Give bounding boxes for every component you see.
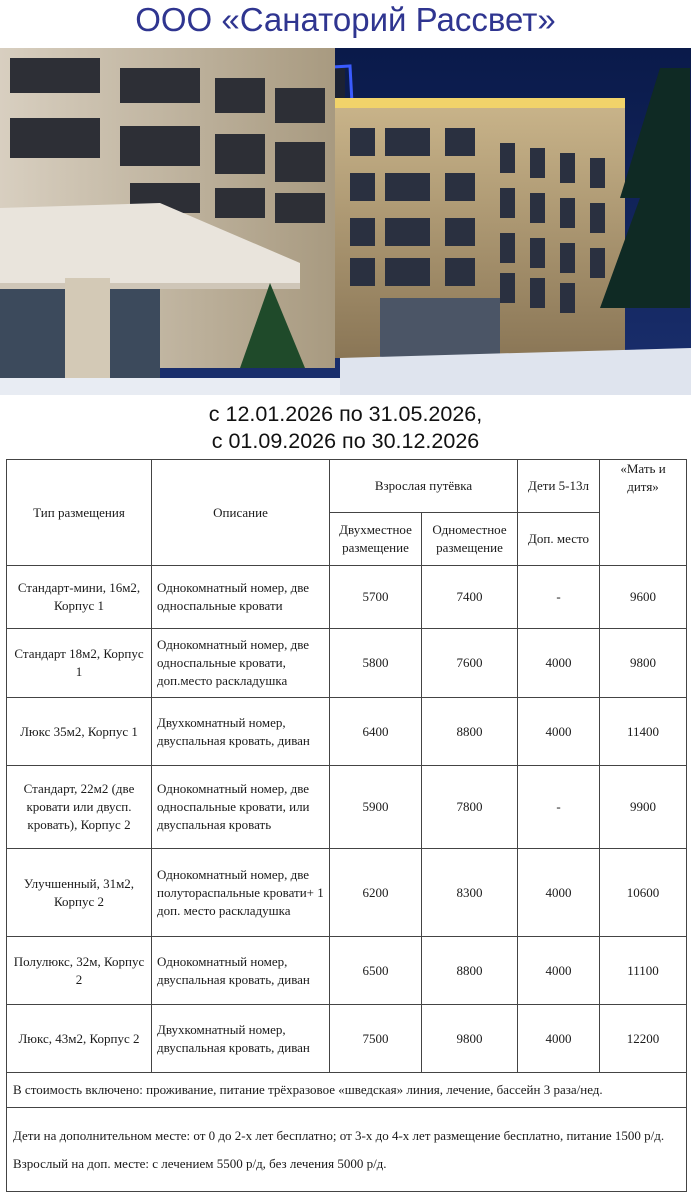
price-extra: 4000 (518, 629, 600, 698)
price-extra: - (518, 566, 600, 629)
header-mother: «Мать и дитя» (600, 460, 687, 566)
room-description: Однокомнатный номер, две полутораспальные кровати+ 1 доп. место раскладушка (152, 849, 330, 937)
price-single: 8300 (422, 849, 518, 937)
price-double: 7500 (330, 1005, 422, 1073)
date-range-2: с 01.09.2026 по 30.12.2026 (211, 429, 480, 453)
table-row (7, 766, 687, 849)
date-ranges (0, 401, 691, 455)
room-type: Стандарт, 22м2 (две кровати или двусп. кровать), Корпус 2 (7, 766, 152, 849)
included-note: В стоимость включено: проживание, питание трёхразовое «шведская» линия, лечение, бассейн 3 раза/нед. (7, 1073, 687, 1108)
table-row (7, 937, 687, 1005)
table-row (7, 698, 687, 766)
room-type: Стандарт 18м2, Корпус 1 (7, 629, 152, 698)
room-type: Стандарт-мини, 16м2, Корпус 1 (7, 566, 152, 629)
header-row (7, 460, 687, 513)
room-type: Улучшенный, 31м2, Корпус 2 (7, 849, 152, 937)
price-single: 7800 (422, 766, 518, 849)
price-double: 5900 (330, 766, 422, 849)
price-double: 5800 (330, 629, 422, 698)
price-single: 7600 (422, 629, 518, 698)
price-double: 5700 (330, 566, 422, 629)
room-description: Однокомнатный номер, двуспальная кровать, диван (152, 937, 330, 1005)
price-mother: 9600 (600, 566, 687, 629)
price-mother: 11400 (600, 698, 687, 766)
included-row (7, 1073, 687, 1108)
notes-row (7, 1108, 687, 1192)
price-mother: 10600 (600, 849, 687, 937)
price-double: 6400 (330, 698, 422, 766)
price-single: 8800 (422, 937, 518, 1005)
header-single: Одноместное размещение (422, 513, 518, 566)
header-double: Двухместное размещение (330, 513, 422, 566)
price-extra: 4000 (518, 849, 600, 937)
table-row (7, 566, 687, 629)
date-range-1: с 12.01.2026 по 31.05.2026, (208, 402, 483, 426)
header-type: Тип размещения (7, 460, 152, 566)
room-description: Однокомнатный номер, две односпальные кровати, или двуспальная кровать (152, 766, 330, 849)
table-row (7, 849, 687, 937)
price-single: 8800 (422, 698, 518, 766)
price-mother: 9900 (600, 766, 687, 849)
header-description: Описание (152, 460, 330, 566)
price-table (6, 459, 687, 1192)
price-mother: 9800 (600, 629, 687, 698)
price-single: 9800 (422, 1005, 518, 1073)
table-row (7, 1005, 687, 1073)
price-extra: - (518, 766, 600, 849)
price-mother: 12200 (600, 1005, 687, 1073)
price-extra: 4000 (518, 937, 600, 1005)
price-mother: 11100 (600, 937, 687, 1005)
price-extra: 4000 (518, 1005, 600, 1073)
header-adult: Взрослая путёвка (330, 460, 518, 513)
sanatorium-photo (0, 48, 691, 395)
price-single: 7400 (422, 566, 518, 629)
page-title: ООО «Санаторий Рассвет» (135, 1, 556, 38)
room-description: Двухкомнатный номер, двуспальная кровать, диван (152, 1005, 330, 1073)
children-note: Дети на дополнительном месте: от 0 до 2-х лет бесплатно; от 3-х до 4-х лет размещение бесплатно, питание 1500 р/д. (13, 1127, 665, 1143)
price-double: 6500 (330, 937, 422, 1005)
table-row (7, 629, 687, 698)
room-type: Люкс 35м2, Корпус 1 (7, 698, 152, 766)
room-description: Однокомнатный номер, две односпальные кровати, доп.место раскладушка (152, 629, 330, 698)
header-kids: Дети 5-13л (518, 460, 600, 513)
room-type: Люкс, 43м2, Корпус 2 (7, 1005, 152, 1073)
extra-place-notes (7, 1108, 687, 1192)
adult-note: Взрослый на доп. месте: с лечением 5500 р/д, без лечения 5000 р/д. (13, 1155, 387, 1171)
header-extra: Доп. место (518, 513, 600, 566)
price-double: 6200 (330, 849, 422, 937)
price-extra: 4000 (518, 698, 600, 766)
room-description: Однокомнатный номер, две односпальные кровати (152, 566, 330, 629)
room-type: Полулюкс, 32м, Корпус 2 (7, 937, 152, 1005)
room-description: Двухкомнатный номер, двуспальная кровать, диван (152, 698, 330, 766)
